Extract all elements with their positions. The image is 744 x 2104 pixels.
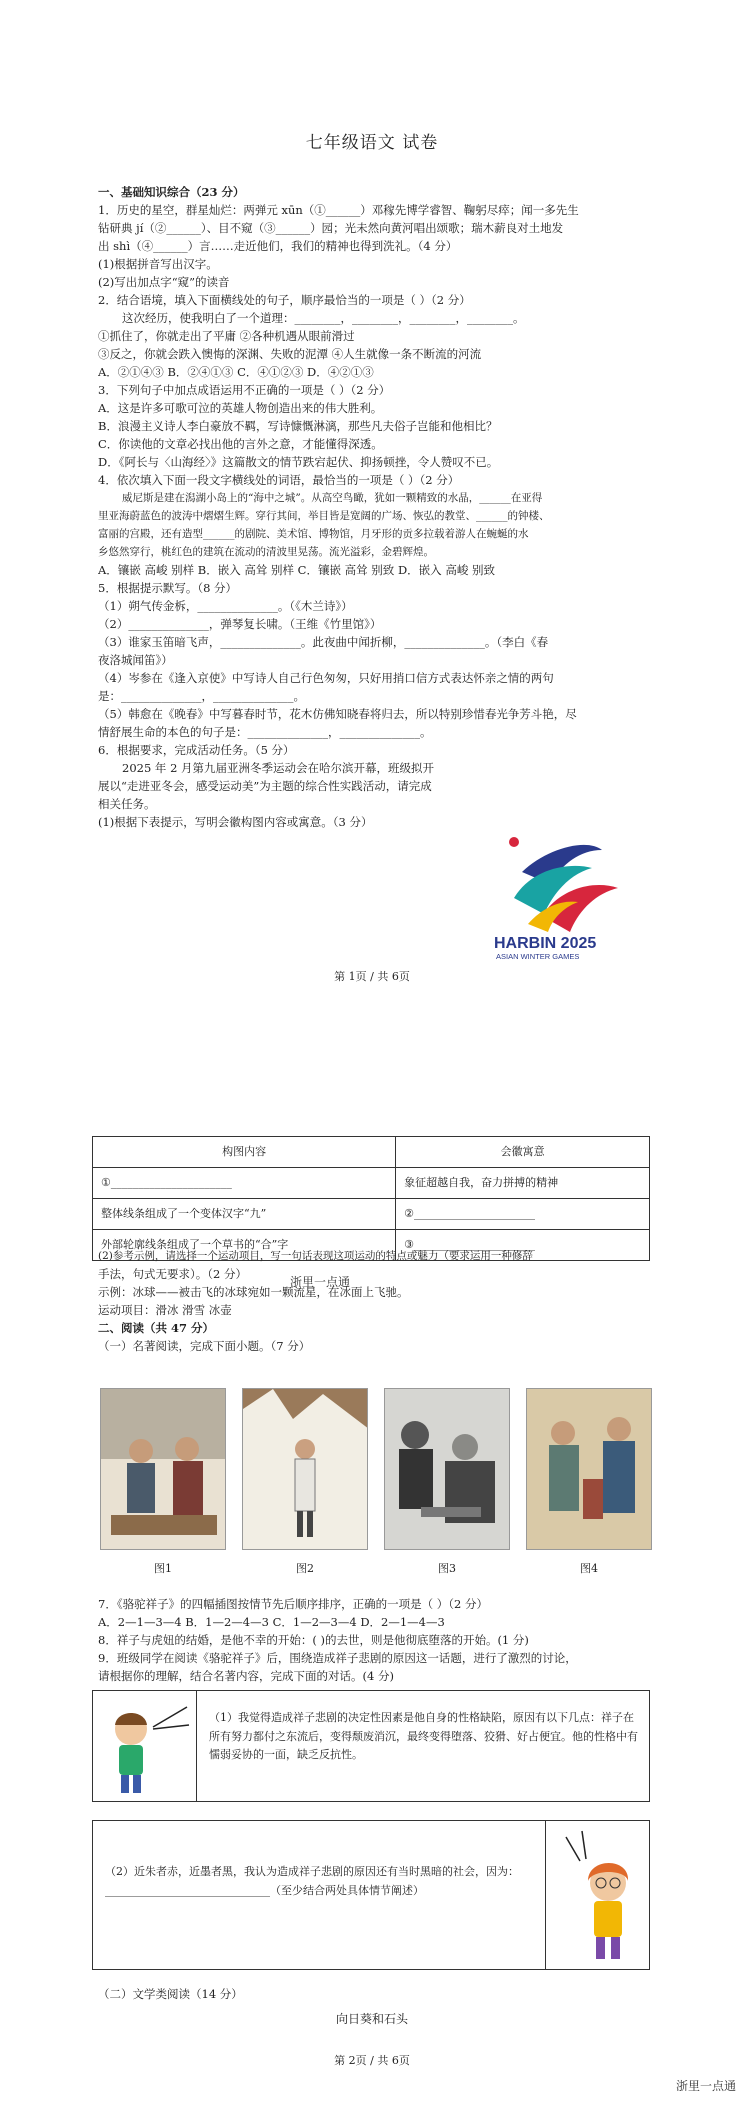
text-line: 二、阅读（共 47 分）: [98, 1321, 215, 1335]
caption-3: 图3: [438, 1562, 456, 1575]
caption-4: 图4: [580, 1562, 598, 1575]
illustrations: [100, 1388, 652, 1588]
text-line: 威尼斯是建在潟湖小岛上的“海中之城”。从高空鸟瞰，犹如一颗精致的水晶，______在亚得: [122, 492, 543, 504]
text-line: （2）______________，弹琴复长啸。（王维《竹里馆》）: [98, 617, 382, 631]
text-line: A．这是许多可歌可泣的英雄人物创造出来的伟大胜利。: [98, 401, 383, 415]
text-line: 9．班级同学在阅读《骆驼祥子》后，围绕造成祥子悲剧的原因这一话题，进行了激烈的讨论，: [98, 1651, 577, 1665]
text-line: 情舒展生命的本色的句子是：______________，______________。: [98, 725, 432, 739]
logo-subtext: ASIAN WINTER GAMES: [496, 952, 580, 960]
text-line: A．镶嵌 高峻 别样 B．嵌入 高耸 别样 C．镶嵌 高耸 别致 D．嵌入 高峻 别致: [98, 563, 495, 577]
page2-content-b: [98, 1596, 650, 1686]
table-row: [93, 1168, 650, 1199]
page1-footer: 第 1页 / 共 6页: [334, 970, 410, 983]
caption-2: 图2: [296, 1562, 314, 1575]
text-line: （4）岑参在《逢入京使》中写诗人自己行色匆匆，只好用捎口信方式表达怀亲之情的两句: [98, 671, 554, 685]
watermark: 浙里一点通: [675, 2079, 736, 2094]
table-cell: ②______________________: [396, 1199, 650, 1230]
text-line: 钻研典 jí（②______）、目不窥（③______）园；光未然向黄河唱出颂歌；瑞木薪良对土地发: [98, 221, 564, 235]
text-line: D．《阿长与〈山海经〉》这篇散文的情节跌宕起伏、抑扬顿挫，令人赞叹不已。: [98, 455, 499, 469]
text-line: （3）谁家玉笛暗飞声，______________。此夜曲中闻折柳，______________。（李白《春: [98, 635, 549, 649]
text-line: ③反之，你就会跌入懊悔的深渊、失败的泥潭 ④人生就像一条不断流的河流: [98, 347, 482, 361]
text-line: B．浪漫主义诗人李白豪放不羁，写诗慷慨淋漓，那些凡夫俗子岂能和他相比？: [98, 419, 498, 433]
page-2: [0, 1050, 744, 2104]
text-line: ①抓住了，你就走出了平庸 ②各种机遇从眼前滑过: [98, 329, 355, 343]
text-line: 2．结合语境，填入下面横线处的句子，顺序最恰当的一项是（ ）（2 分）: [98, 293, 471, 307]
text-line: 8．祥子与虎妞的结婚，是他不幸的开始：( )的去世，则是他彻底堕落的开始。(1 分): [98, 1633, 529, 1647]
table-cell: 外部轮廓线条组成了一个草书的“合”字: [93, 1230, 396, 1261]
text-line: （一）名著阅读，完成下面小题。（7 分）: [98, 1339, 311, 1353]
text-line: 手法，句式无要求）。（2 分）: [98, 1267, 247, 1281]
table-header: 构图内容: [93, 1137, 396, 1168]
text-line: A．②①④③ B．②④①③ C．④①②③ D．④②①③: [98, 365, 374, 379]
page2-content-c: [98, 1986, 650, 2004]
text-line: 3．下列句子中加点成语运用不正确的一项是（ ）（2 分）: [98, 383, 391, 397]
text-line: 6．根据要求，完成活动任务。（5 分）: [98, 743, 295, 757]
text-line: 展以“走进亚冬会，感受运动美”为主题的综合性实践活动，请完成: [98, 779, 432, 793]
text-line: 这次经历，使我明白了一个道理：________，________，________，________。: [122, 311, 525, 325]
text-line: C．你读他的文章必找出他的言外之意，才能懂得深透。: [98, 437, 383, 451]
page-1: [0, 0, 744, 1050]
table-cell: ①______________________: [93, 1168, 396, 1199]
emblem-table: [92, 1136, 650, 1261]
text-line: 4．依次填入下面一段文字横线处的词语，最恰当的一项是（ ）（2 分）: [98, 473, 460, 487]
text-line: 相关任务。: [98, 797, 156, 811]
text-line: 示例：冰球——被击飞的冰球宛如一颗流星，在冰面上飞驰。: [98, 1285, 409, 1299]
text-line: 2025 年 2 月第九届亚洲冬季运动会在哈尔滨开幕，班级拟开: [122, 761, 435, 775]
text-line: （二）文学类阅读（14 分）: [98, 1987, 243, 2001]
text-line: 富丽的宫殿，还有造型______的剧院、美术馆、博物馆，月牙形的贡多拉载着游人在蜿蜒的水: [98, 528, 529, 540]
text-line: 里亚海蔚蓝色的波涛中熠熠生辉。穿行其间，举目皆是宽阔的广场、恢弘的教堂、______的钟楼、: [98, 510, 550, 522]
text-line: 是：______________，______________。: [98, 689, 305, 703]
text-line: (2)写出加点字“窥”的读音: [98, 275, 230, 289]
illustration-3: [384, 1388, 510, 1550]
table-header: 会徽寓意: [396, 1137, 650, 1168]
text-line: 乡悠然穿行，桃红色的建筑在流动的清波里晃荡。流光溢彩，金碧辉煌。: [98, 546, 434, 558]
text-line: (1)根据拼音写出汉字。: [98, 257, 218, 271]
page2-footer: 第 2页 / 共 6页: [334, 2054, 410, 2067]
table-header-row: [93, 1137, 650, 1168]
text-line: 7．《骆驼祥子》的四幅插图按情节先后顺序排序，正确的一项是（ ）（2 分）: [98, 1597, 488, 1611]
table-cell: 整体线条组成了一个变体汉字“九”: [93, 1199, 396, 1230]
harbin-2025-logo: [492, 828, 630, 960]
logo-text: HARBIN 2025: [494, 935, 597, 952]
text-line: 5．根据提示默写。（8 分）: [98, 581, 238, 595]
text-line: 1．历史的星空，群星灿烂：两弹元 xūn（①______）邓稼先博学睿智、鞠躬尽瘁；闻一多先生: [98, 203, 579, 217]
illustration-4: [526, 1388, 652, 1550]
text-line: 一、基础知识综合（23 分）: [98, 185, 245, 199]
girl-avatar: [545, 1821, 649, 1969]
page1-content: [98, 184, 650, 832]
caption-1: 图1: [154, 1562, 172, 1575]
dialog-box-1: [92, 1690, 650, 1802]
table-cell: ③______________________: [396, 1230, 650, 1261]
page2-content-a: [98, 1248, 650, 1356]
illustration-1: [100, 1388, 226, 1550]
table-row: [93, 1199, 650, 1230]
text-line: 出 shì（④______）言……走近他们，我们的精神也得到洗礼。（4 分）: [98, 239, 458, 253]
text-line: （1）朔气传金柝，______________。（《木兰诗》）: [98, 599, 353, 613]
text-line: （5）韩愈在《晚春》中写暮春时节，花木仿佛知晓春将归去，所以特别珍惜春光争芳斗艳，尽: [98, 707, 577, 721]
dialog-2-text: （2）近朱者赤，近墨者黑，我认为造成祥子悲剧的原因还有当时黑暗的社会，因为：______________________________（至少结合两处具体情节阐述）: [105, 1865, 519, 1897]
table-cell: 象征超越自我，奋力拼搏的精神: [396, 1168, 650, 1199]
illustration-2: [242, 1388, 368, 1550]
boy-avatar: [93, 1691, 197, 1801]
dialog-1-text: （1）我觉得造成祥子悲剧的决定性因素是他自身的性格缺陷，原因有以下几点：祥子在所有努力都付之东流后，变得颓废消沉，最终变得堕落、狡猾、好占便宜。他的性格中有懦弱妥协的一面，缺乏反抗性。: [209, 1711, 638, 1762]
reading-title: 向日葵和石头: [335, 2012, 408, 2026]
text-line: 运动项目：滑冰 滑雪 冰壶: [98, 1303, 232, 1317]
watermark-mid: 浙里一点通: [290, 1275, 351, 1289]
text-line: (2)参考示例，请选择一个运动项目，写一句话表现这项运动的特点或魅力（要求运用一种修辞: [98, 1250, 533, 1262]
text-line: (1)根据下表提示，写明会徽构图内容或寓意。（3 分）: [98, 815, 373, 829]
page-title: 七年级语文 试卷: [305, 133, 439, 153]
dialog-box-2: [92, 1820, 650, 1970]
logo-emblem-icon: [509, 837, 618, 932]
text-line: 请根据你的理解，结合名著内容，完成下面的对话。(4 分): [98, 1669, 394, 1683]
text-line: A．2—1—3—4 B．1—2—4—3 C．1—2—3—4 D．2—1—4—3: [98, 1615, 445, 1629]
text-line: 夜洛城闻笛》）: [98, 653, 173, 667]
